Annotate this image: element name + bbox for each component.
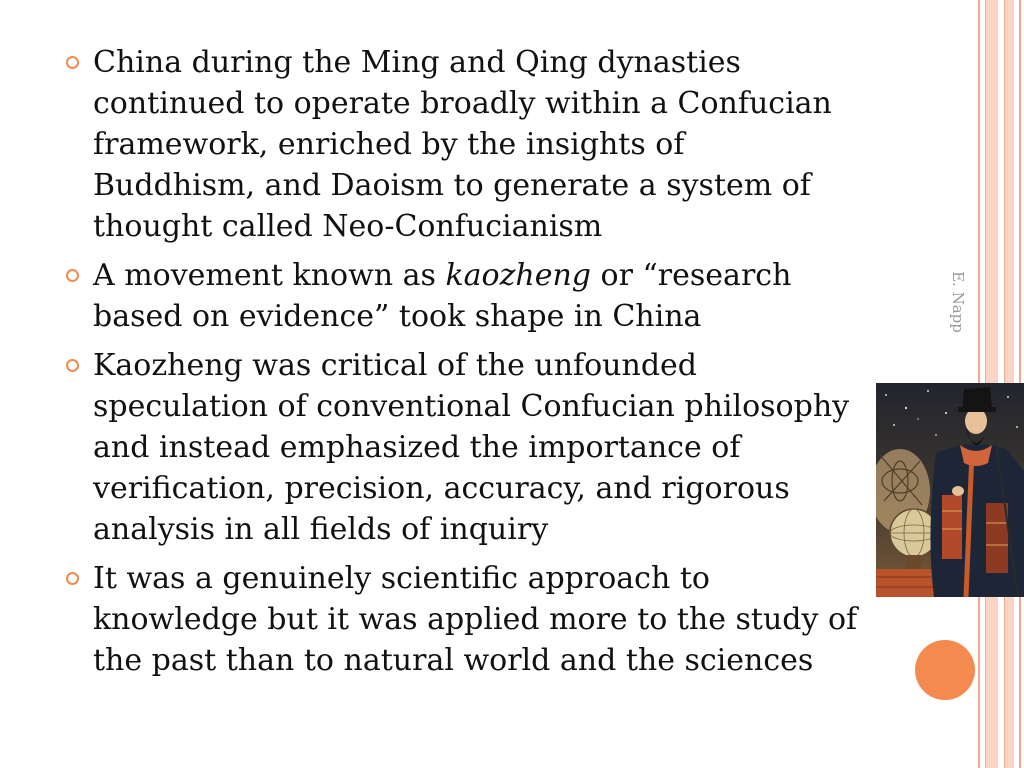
bullet-line: based on evidence” took shape in China [93,299,702,334]
bullet-line: analysis in all fields of inquiry [93,512,549,547]
bullet-line: speculation of conventional Confucian philosophy [93,389,850,424]
line-text: A movement known as [93,258,446,293]
bullet-item [66,42,857,247]
bullet-line: framework, enriched by the insights of [93,127,685,162]
ring-bullet-icon [66,56,79,69]
bullet-list [66,42,857,689]
orange-circle-icon [915,640,975,700]
bullet-line: China during the Ming and Qing dynasties [93,45,741,80]
bullet-item [66,558,857,681]
bullet-item [66,345,857,550]
bullet-line: It was a genuinely scientific approach to [93,561,710,596]
bullet-line: Buddhism, and Daoism to generate a system of [93,168,811,203]
bullet-line: Kaozheng was critical of the unfounded [93,348,697,383]
ring-bullet-icon [66,359,79,372]
bullet-line: continued to operate broadly within a Confucian [93,86,832,121]
bullet-line: thought called Neo-Confucianism [93,209,603,244]
bullet-item [66,255,857,337]
scholar-woodblock-print-image [876,383,1024,597]
bullet-line [93,255,857,296]
line-text: or “research [591,258,792,293]
italic-term: kaozheng [445,258,591,293]
ring-bullet-icon [66,572,79,585]
ring-bullet-icon [66,269,79,282]
bullet-line: the past than to natural world and the sciences [93,643,814,678]
bullet-line: and instead emphasized the importance of [93,430,741,465]
bullet-line: knowledge but it was applied more to the study of [93,602,858,637]
author-footer: E. Napp [949,271,967,333]
bullet-line: verification, precision, accuracy, and rigorous [93,471,790,506]
